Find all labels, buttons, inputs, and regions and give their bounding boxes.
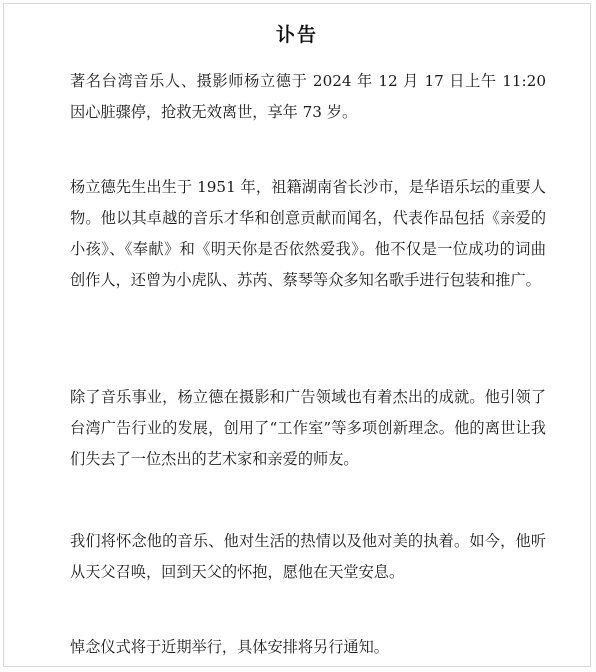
paragraph-achievements: 除了音乐事业，杨立德在摄影和广告领域也有着杰出的成就。他引领了台湾广告行业的发展，创用了“工作室”等多项创新理念。他的离世让我们失去了一位杰出的艺术家和亲爱的师友。 [70, 388, 546, 468]
document-page [3, 3, 591, 667]
paragraph-biography: 杨立德先生出生于 1951 年，祖籍湖南省长沙市，是华语乐坛的重要人物。他以其卓越的音乐才华和创意贡献而闻名，代表作品包括《亲爱的小孩》、《奉献》和《明天你是否依然爱我》。他不仅是一位成功的词曲创作人，还曾为小虎队、苏芮、蔡琴等众多知名歌手进行包装和推广。 [70, 178, 546, 289]
document-title: 讣告 [275, 24, 318, 46]
paragraph-announcement: 著名台湾音乐人、摄影师杨立德于 2024 年 12 月 17 日上午 11:20 因心脏骤停，抢救无效离世，享年 73 岁。 [70, 72, 546, 121]
paragraph-memorial-notice: 悼念仪式将于近期举行，具体安排将另行通知。 [70, 638, 389, 656]
paragraph-remembrance: 我们将怀念他的音乐、他对生活的热情以及他对美的执着。如今，他听从天父召唤，回到天父的怀抱，愿他在天堂安息。 [70, 532, 546, 581]
